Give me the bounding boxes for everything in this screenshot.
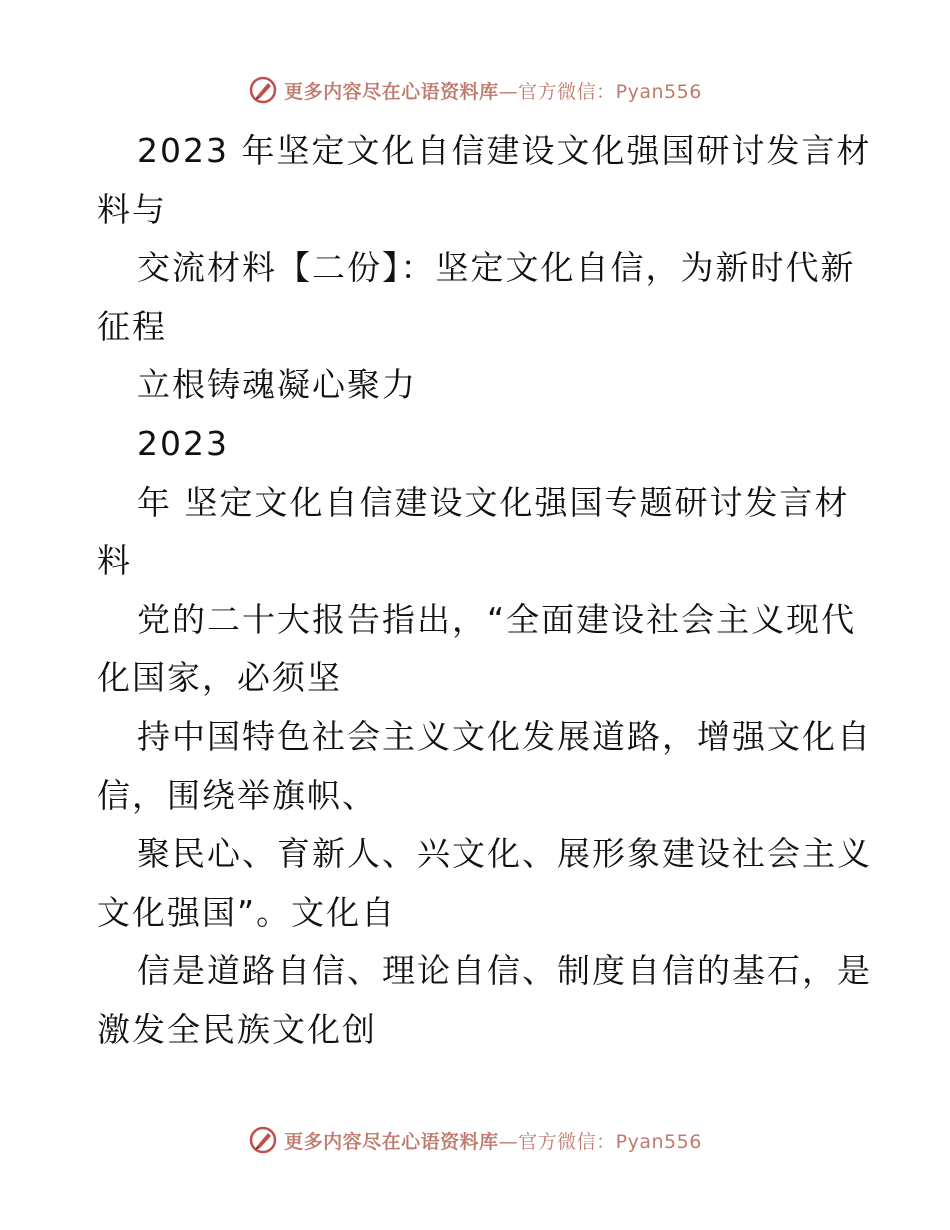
text-line: 交流材料【二份】：坚定文化自信，为新时代新 [137, 248, 856, 288]
text-line: 2023 年坚定文化自信建设文化强国研讨发言材 [137, 131, 872, 170]
text-line: 信，围绕举旗帜、 [97, 775, 377, 815]
header-watermark [0, 72, 950, 108]
watermark-contact: —官方微信：Pyan556 [498, 1130, 702, 1153]
pen-logo-icon [248, 75, 278, 105]
text-line: 征程 [97, 306, 167, 346]
pen-logo-icon [248, 1125, 278, 1155]
text-line: 激发全民族文化创 [97, 1009, 377, 1049]
text-line: 立根铸魂凝心聚力 [137, 365, 417, 405]
watermark-brand: 更多内容尽在心语资料库 [284, 1130, 499, 1153]
text-line: 持中国特色社会主义文化发展道路，增强文化自 [137, 716, 872, 756]
text-line: 年 坚定文化自信建设文化强国专题研讨发言材 [137, 482, 850, 522]
text-line: 化国家，必须坚 [97, 658, 342, 698]
text-line: 料 [97, 541, 132, 581]
text-line: 料与 [97, 189, 167, 229]
text-line: 党的二十大报告指出，“全面建设社会主义现代 [137, 599, 857, 639]
watermark-brand: 更多内容尽在心语资料库 [284, 80, 499, 103]
watermark-contact: —官方微信：Pyan556 [498, 80, 702, 103]
text-line: 聚民心、育新人、兴文化、展形象建设社会主义 [137, 834, 872, 874]
document-body [97, 122, 872, 1060]
text-line: 信是道路自信、理论自信、制度自信的基石，是 [137, 951, 872, 991]
footer-watermark [0, 1122, 950, 1158]
text-line: 2023 [137, 423, 229, 463]
text-line: 文化强国”。文化自 [97, 892, 397, 932]
